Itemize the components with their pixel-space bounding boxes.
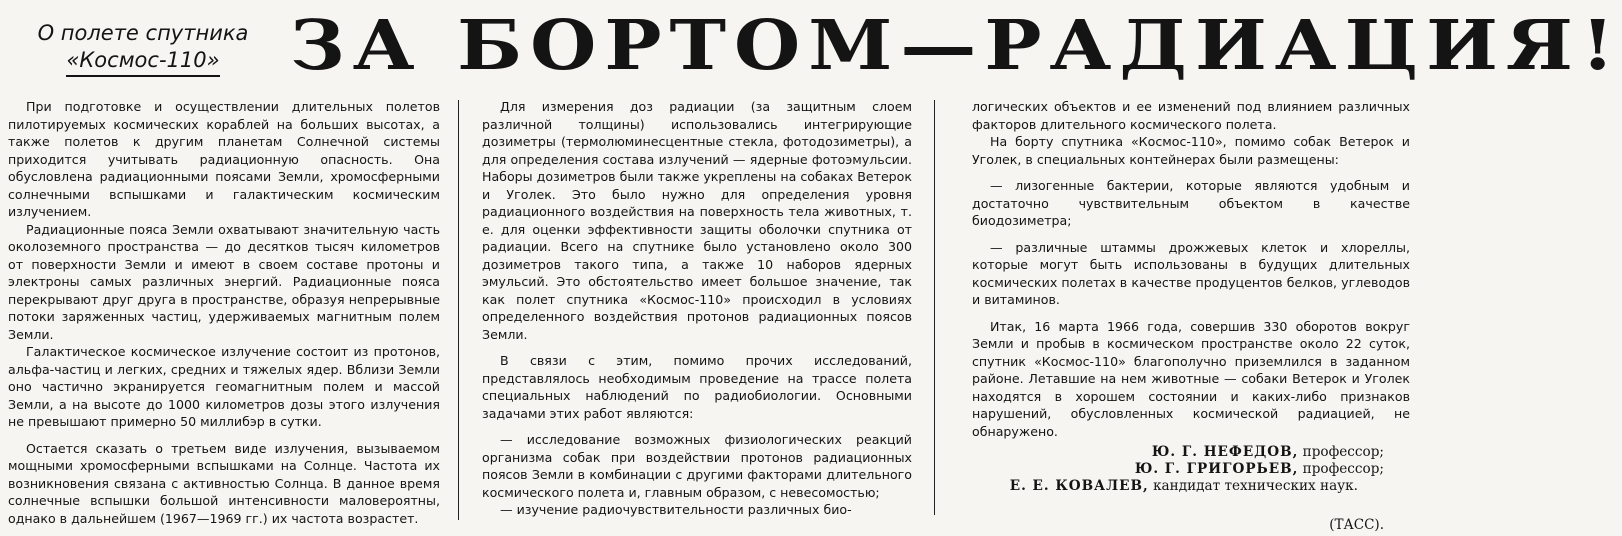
- author-line: [972, 478, 1410, 495]
- paragraph: На борту спутника «Космос-110», помимо собак Ветерок и Уголек, в специальных контейнерах были размещены:: [972, 134, 1410, 167]
- author-line: [972, 461, 1410, 478]
- paragraph: — исследование возможных физиологических реакций организма собак при воздействии протонов радиационных поясов Земли в комбинации с другими факторами длительного космического полета и, главным образом, с невесомостью;: [482, 432, 912, 500]
- paragraph: — различные штаммы дрожжевых клеток и хлореллы, которые могут быть использованы в будущих длительных космических полетах в качестве продуцентов белков, углеводов и витаминов.: [972, 239, 1410, 307]
- kicker-line-2: «Космос-110»: [66, 47, 219, 77]
- article-column-2: [482, 98, 912, 519]
- paragraph: Радиационные пояса Земли охватывают значительную часть околоземного пространства — до десятков тысяч километров от поверхности Земли и имеют в своем составе протоны и электроны самых различных энергий. Радиационные пояса перекрывают друг друга в пространстве, образуя непрерывные потоки заряженных частиц, удерживаемых магнитным полем Земли.: [8, 221, 440, 342]
- article-kicker: [28, 20, 258, 77]
- column-divider-1: [458, 100, 459, 520]
- author-line: [972, 444, 1410, 461]
- author-name: Е. Е. КОВАЛЕВ,: [1009, 478, 1149, 494]
- paragraph: — изучение радиочувствительности различных био-: [500, 502, 852, 517]
- column-divider-2: [934, 100, 935, 515]
- author-name: Ю. Г. ГРИГОРЬЕВ,: [1134, 461, 1299, 477]
- author-name: Ю. Г. НЕФЕДОВ,: [1151, 444, 1299, 460]
- author-title: профессор;: [1302, 444, 1384, 460]
- paragraph: — лизогенные бактерии, которые являются удобным и достаточно чувствительным объектом в качестве биодозиметра;: [972, 178, 1410, 228]
- paragraph: Итак, 16 марта 1966 года, совершив 330 оборотов вокруг Земли и пробыв в космическом пространстве около 22 суток, спутник «Космос-110» благополучно приземлился в заданном районе. Летавшие на нем животные — собаки Ветерок и Уголек находятся в хорошем состоянии и каких-либо признаков нарушений, обусловленных космической радиацией, не обнаружено.: [972, 318, 1410, 439]
- paragraph: Галактическое космическое излучение состоит из протонов, альфа-частиц и легких, средних и тяжелых ядер. Вблизи Земли оно частично экранируется геомагнитным полем и массой Земли, а на высоте до 1000 километров дозы этого излучения не превышают примерно 50 миллибэр в сутки.: [8, 344, 440, 429]
- kicker-line-1: О полете спутника: [37, 21, 249, 45]
- author-signatures: [972, 444, 1410, 495]
- article-column-1: [8, 98, 440, 527]
- paragraph: В связи с этим, помимо прочих исследований, представлялось необходимым проведение на трассе полета специальных наблюдений по радиобиологии. Основными задачами этих работ являются:: [482, 353, 912, 421]
- article-headline: ЗА БОРТОМ—РАДИАЦИЯ!: [290, 5, 1622, 86]
- paragraph: Остается сказать о третьем виде излучения, вызываемом мощными хромосферными вспышками на Солнце. Частота их возникновения связана с активностью Солнца. В данное время солнечные вспышки большой интенсивности маловероятны, однако в дальнейшем (1967—1969 гг.) их частота возрастет.: [8, 440, 440, 526]
- paragraph: При подготовке и осуществлении длительных полетов пилотируемых космических кораблей на больших высотах, а также полетов к другим планетам Солнечной системы приходится учитывать радиационную опасность. Она обусловлена радиационными поясами Земли, хромосферными солнечными вспышками и галактическим космическим излучением.: [8, 99, 440, 219]
- article-column-3: [972, 98, 1410, 535]
- news-source: (ТАСС).: [1329, 517, 1384, 533]
- paragraph: логических объектов и ее изменений под влиянием различных факторов длительного космического полета.: [972, 99, 1410, 132]
- author-title: профессор;: [1302, 461, 1384, 477]
- author-title: кандидат технических наук.: [1153, 478, 1358, 494]
- paragraph: Для измерения доз радиации (за защитным слоем различной толщины) использовались интегрирующие дозиметры (термолюминесцентные стекла, фотодозиметры), а для определения состава излучений — ядерные фотоэмульсии. Наборы дозиметров были также укреплены на собаках Ветерок и Уголек. Это было нужно для определения уровня радиационного воздействия на поверхность тела животных, т. е. для оценки эффективности защиты оболочки спутника от радиации. Всего на спутнике было установлено около 300 дозиметров такого типа, а также 10 наборов ядерных эмульсий. Это обстоятельство имеет большое значение, так как полет спутника «Космос-110» происходил в условиях определенного воздействия протонов радиационных поясов Земли.: [482, 99, 912, 342]
